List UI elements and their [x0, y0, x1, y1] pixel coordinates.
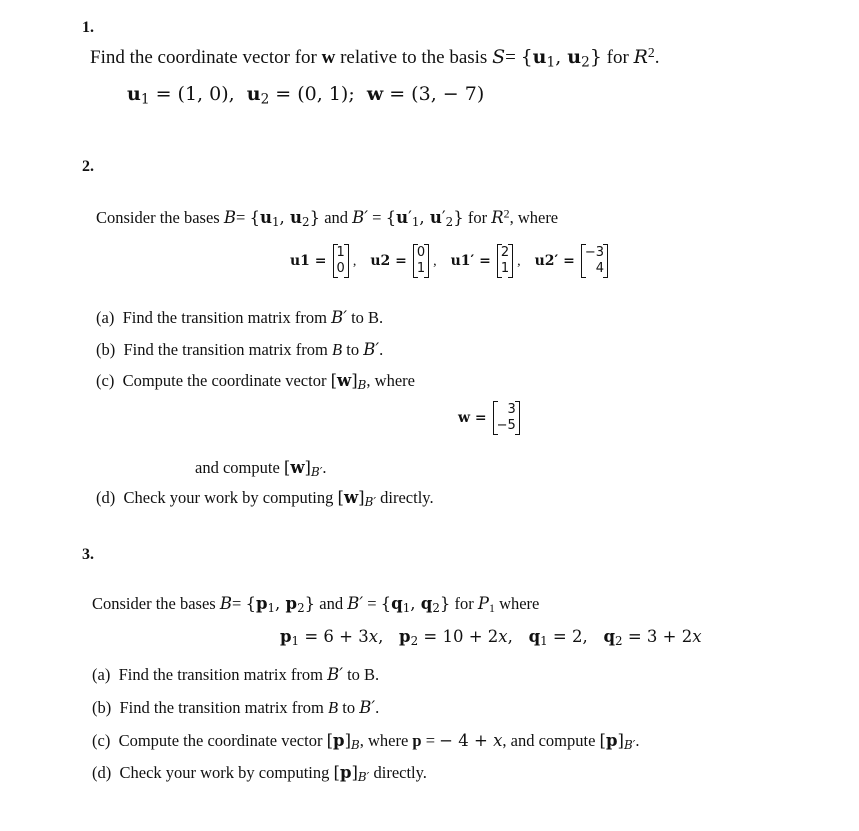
problem-1-vectors: $u_1 = (1$, 0), $u_2 = (0$, 1); w = (3, − 7) [127, 83, 485, 108]
problem-3-polys: $p_1 = 6 + 3x$, $p_2 = 10 + 2x$, $q_1 = 2$, $q_2 = 3 + 2x$ [280, 627, 702, 648]
problem-2-intro: Consider the bases $B= \{u_1$, $u_2$} and $B' = \{u'_1$, $u'_2$} for $R^2$, where [96, 206, 559, 229]
matrix-w: w = 3 −5 [458, 401, 522, 435]
matrix-u1: u1 = 1 0 [290, 244, 351, 278]
matrix-u1-prime: u1′ = 2 1 [451, 244, 516, 278]
matrix-u2-prime: u2′ = −3 4 [535, 244, 610, 278]
problem-2-part-c: (c) Compute the coordinate vector $[w]_B$, where [96, 371, 415, 392]
problem-2-part-d: (d) Check your work by computing $[w]_{B'}$ directly. [96, 488, 434, 509]
problem-3-part-b: (b) Find the transition matrix from B to B′. [92, 698, 380, 717]
problem-3-part-d: (d) Check your work by computing $[p]_{B'}$ directly. [92, 763, 427, 784]
problem-2-number: 2. [82, 158, 94, 175]
problem-2-part-c-cont: and compute $[w]_{B'}$. [195, 458, 327, 479]
problem-2-part-a: (a) Find the transition matrix from B′ to B. [96, 308, 384, 327]
matrix-u2: u2 = 0 1 [370, 244, 431, 278]
problem-1-prompt: Find the coordinate vector for w relative to the basis $S= \{u_1$, $u_2$} for $R^2$. [90, 44, 660, 71]
problem-3-part-c: (c) Compute the coordinate vector $[p]_B$, where p = − 4 + x, and compute $[p]_{B'}$. [92, 731, 640, 752]
basis-matrices-row: u1 = 1 0 , u2 = 0 1 , u1′ = 2 1 , u2′ = −3 4 [290, 244, 610, 278]
problem-3-part-a: (a) Find the transition matrix from B′ to B. [92, 665, 380, 684]
problem-3-intro: Consider the bases $B= \{p_1$, $p_2$} and $B' = \{q_1$, $q_2$} for $P_1$ where [92, 594, 540, 615]
problem-1-number: 1. [82, 19, 94, 36]
problem-2-part-b: (b) Find the transition matrix from B to B′. [96, 340, 384, 359]
problem-3-number: 3. [82, 546, 94, 563]
